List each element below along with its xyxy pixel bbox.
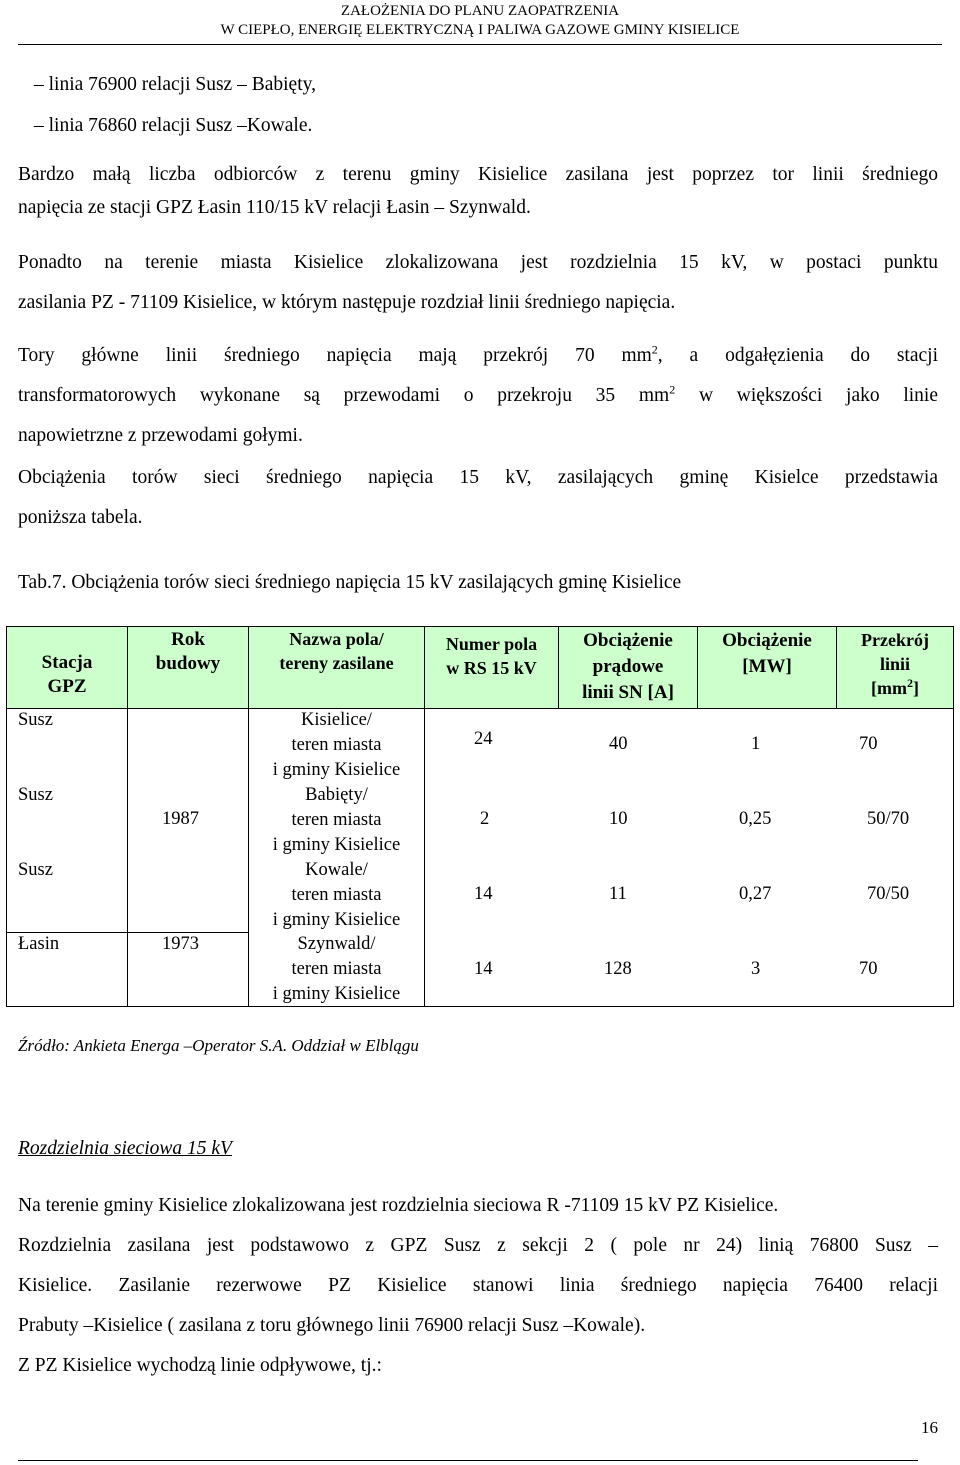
rok-cell: 1987 [162,809,199,829]
header-nazwa [248,627,425,675]
footer-divider [18,1460,918,1461]
header-text: budowy [155,653,221,674]
przekroj-cell: 70 [859,959,878,979]
load-table [6,626,954,1007]
stacja-cell: Susz [18,785,53,805]
table-caption: Tab.7. Obciążenia torów sieci średniego napięcia 15 kV zasilających gminę Kisielice [18,572,682,593]
paragraph-line [18,376,938,416]
paragraph-line: Rozdzielnia zasilana jest podstawowo z GPZ Susz z sekcji 2 ( pole nr 24) linią 76800 Susz – [18,1235,938,1256]
numer-cell: 24 [474,729,493,749]
paragraph-line: Z PZ Kisielice wychodzą linie odpływowe, tj.: [18,1355,382,1376]
paragraph-line [18,336,938,376]
mw-cell: 0,25 [739,809,772,829]
text-span: transformatorowych wykonane są przewodami o przekroju 35 mm [18,385,670,406]
superscript: 2 [906,676,913,690]
paragraph-1 [18,155,938,221]
rok-cell: 1973 [162,934,199,954]
page-number: 16 [921,1418,938,1437]
stacja-cell: Łasin [18,934,60,954]
paragraph-4 [18,458,938,538]
numer-cell: 14 [474,884,493,904]
przekroj-cell: 70 [859,734,878,754]
mw-cell: 3 [751,959,761,979]
mw-cell: 1 [751,734,761,754]
paragraph-line: Prabuty –Kisielice ( zasilana z toru głównego linii 76900 relacji Susz –Kowale). [18,1315,646,1336]
header-text: linii [879,654,910,674]
list-item: – linia 76860 relacji Susz –Kowale. [34,115,313,136]
paragraph-line: napięcia ze stacji GPZ Łasin 110/15 kV relacji Łasin – Szynwald. [18,197,531,218]
header-text: prądowe [592,656,664,677]
header-text: tereny zasilane [279,653,394,673]
stacja-cell: Susz [18,710,53,730]
header-stacja [6,651,128,699]
numer-cell: 2 [480,809,490,829]
nazwa-text: Szynwald/ [297,934,376,954]
paragraph-2 [18,243,938,323]
paragraph-line: zasilania PZ - 71109 Kisielice, w którym następuje rozdział linii średniego napięcia. [18,292,676,313]
text-span: , a odgałęzienia do stacji [657,345,938,366]
superscript: 2 [669,382,676,397]
paragraph-5 [18,1186,938,1386]
nazwa-cell [248,932,425,1007]
nazwa-text: teren miasta [291,885,382,905]
prad-cell: 11 [609,884,627,904]
header-text: Stacja [41,652,93,673]
header-text: Rok [171,629,205,650]
nazwa-text: teren miasta [291,735,382,755]
header-text: Obciążenie [583,630,673,651]
nazwa-text: i gminy Kisielice [272,984,401,1004]
paragraph-3 [18,336,938,456]
header-numer [424,632,559,680]
nazwa-text: Kowale/ [305,860,368,880]
nazwa-text: i gminy Kisielice [272,760,401,780]
header-line-2: W CIEPŁO, ENERGIĘ ELEKTRYCZNĄ I PALIWA GAZOWE GMINY KISIELICE [220,22,740,38]
nazwa-text: Babięty/ [305,785,368,805]
header-text: Nazwa pola/ [289,629,384,649]
section-title: Rozdzielnia sieciowa 15 kV [18,1138,232,1159]
paragraph-line: poniższa tabela. [18,507,143,528]
header-divider [18,44,942,45]
header-text [836,676,954,700]
paragraph-line: Bardzo małą liczba odbiorców z terenu gminy Kisielice zasilana jest poprzez tor linii średniego [18,164,938,185]
prad-cell: 40 [609,734,628,754]
header-text: [MW] [742,656,792,677]
header-text: GPZ [47,676,87,697]
nazwa-text: i gminy Kisielice [272,835,401,855]
prad-cell: 10 [609,809,628,829]
nazwa-text: teren miasta [291,810,382,830]
header-text: Obciążenie [722,630,812,651]
mw-cell: 0,27 [739,884,772,904]
stacja-cell: Susz [18,860,53,880]
header-przekroj [836,628,954,700]
text-span: w większości jako linie [675,385,938,406]
page-header [0,2,960,40]
paragraph-line: Na terenie gminy Kisielice zlokalizowana jest rozdzielnia sieciowa R -71109 15 kV PZ Kisielice. [18,1195,779,1216]
nazwa-cell [248,858,425,933]
text-span: Tory główne linii średniego napięcia mają przekrój 70 mm [18,345,652,366]
header-text: Numer pola [445,634,538,654]
prad-cell: 128 [604,959,632,979]
przekroj-cell: 50/70 [867,809,910,829]
header-rok [127,628,249,676]
header-obciazenie-mw [697,628,837,680]
header-line-1: ZAŁOŻENIA DO PLANU ZAOPATRZENIA [340,3,620,19]
nazwa-text: Kisielice/ [301,710,372,730]
paragraph-line: Kisielice. Zasilanie rezerwowe PZ Kisielice stanowi linia średniego napięcia 76400 relacji [18,1275,938,1296]
header-text: w RS 15 kV [446,658,537,678]
paragraph-line: Obciążenia torów sieci średniego napięcia 15 kV, zasilających gminę Kisielce przedstawia [18,467,938,488]
przekroj-cell: 70/50 [867,884,910,904]
nazwa-cell [248,783,425,858]
superscript: 2 [651,342,658,357]
numer-cell: 14 [474,959,493,979]
nazwa-text: i gminy Kisielice [272,910,401,930]
table-source: Źródło: Ankieta Energa –Operator S.A. Oddział w Elblągu [18,1036,419,1055]
paragraph-line: Ponadto na terenie miasta Kisielice zlokalizowana jest rozdzielnia 15 kV, w postaci punktu [18,252,938,273]
header-obciazenie-pradowe [558,628,698,706]
list-item: – linia 76900 relacji Susz – Babięty, [34,74,316,95]
paragraph-line: napowietrzne z przewodami gołymi. [18,425,303,446]
text-span: [mm [871,678,907,698]
header-text: Przekrój [861,630,929,650]
header-text: linii SN [A] [582,682,674,703]
nazwa-text: teren miasta [291,959,382,979]
text-span: ] [912,678,919,698]
nazwa-cell [248,708,425,783]
